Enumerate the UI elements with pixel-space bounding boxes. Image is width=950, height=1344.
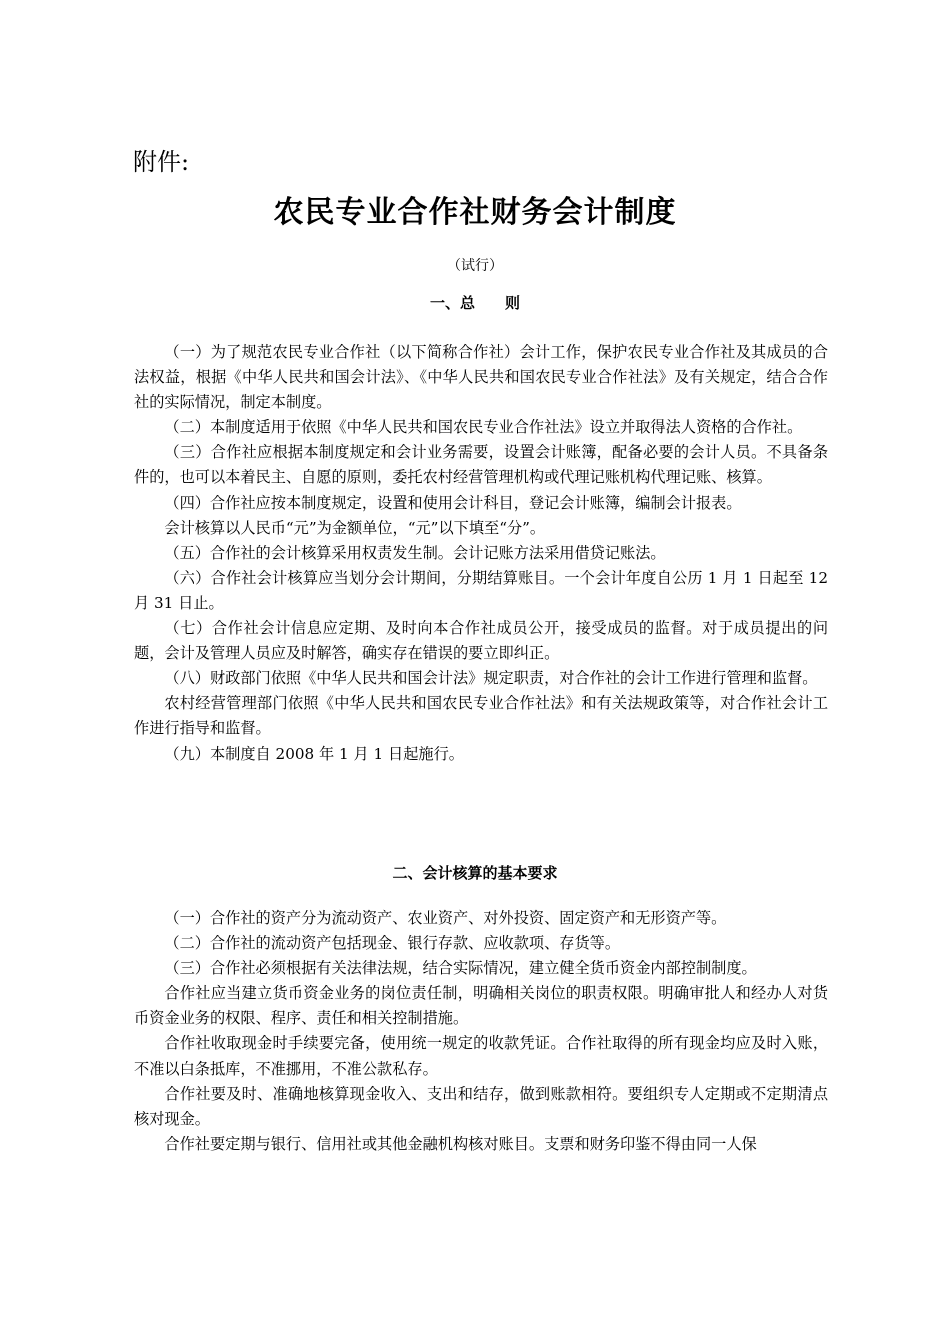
paragraph: 合作社应当建立货币资金业务的岗位责任制，明确相关岗位的职责权限。明确审批人和经办人对货币资金业务的权限、程序、责任和相关控制措施。 bbox=[134, 984, 828, 1028]
paragraph: （二）合作社的流动资产包括现金、银行存款、应收款项、存货等。 bbox=[164, 934, 621, 953]
paragraph: （一）合作社的资产分为流动资产、农业资产、对外投资、固定资产和无形资产等。 bbox=[164, 909, 727, 927]
section-body-accounting-requirements bbox=[134, 906, 828, 1157]
paragraph: （三）合作社必须根据有关法律法规，结合实际情况，建立健全货币资金内部控制制度。 bbox=[164, 959, 757, 978]
paragraph: 合作社要定期与银行、信用社或其他金融机构核对账目。支票和财务印鉴不得由同一人保 bbox=[164, 1134, 757, 1153]
document-subtitle: （试行） bbox=[447, 258, 503, 274]
paragraph: （六）合作社会计核算应当划分会计期间，分期结算账目。一个会计年度自公历 1 月 1 日起至 12 月 31 日止。 bbox=[134, 568, 828, 612]
paragraph: （一）为了规范农民专业合作社（以下简称合作社）会计工作，保护农民专业合作社及其成员的合法权益，根据《中华人民共和国会计法》、《中华人民共和国农民专业合作社法》及有关规定，结合合作社的实际情况，制定本制度。 bbox=[134, 343, 828, 412]
paragraph: 会计核算以人民币“元”为金额单位，“元”以下填至“分”。 bbox=[164, 518, 546, 537]
paragraph: （三）合作社应根据本制度规定和会计业务需要，设置会计账簿，配备必要的会计人员。不具备条件的，也可以本着民主、自愿的原则，委托农村经营管理机构或代理记账机构代理记账、核算。 bbox=[134, 443, 828, 487]
attachment-label: 附件: bbox=[133, 148, 190, 176]
paragraph: （八）财政部门依照《中华人民共和国会计法》规定职责，对合作社的会计工作进行管理和监督。 bbox=[164, 669, 818, 688]
paragraph: （九）本制度自 2008 年 1 月 1 日起施行。 bbox=[164, 744, 464, 763]
document-title: 农民专业合作社财务会计制度 bbox=[273, 195, 677, 230]
section-heading-accounting-requirements: 二、会计核算的基本要求 bbox=[392, 864, 558, 882]
section-body-general bbox=[134, 340, 828, 767]
paragraph: （二）本制度适用于依照《中华人民共和国农民专业合作社法》设立并取得法人资格的合作社。 bbox=[164, 418, 803, 437]
paragraph: 合作社要及时、准确地核算现金收入、支出和结存，做到账款相符。要组织专人定期或不定期清点核对现金。 bbox=[134, 1084, 828, 1128]
paragraph: 合作社收取现金时手续要完备，使用统一规定的收款凭证。合作社取得的所有现金均应及时入账，不准以白条抵库，不准挪用，不准公款私存。 bbox=[134, 1034, 828, 1078]
paragraph: （七）合作社会计信息应定期、及时向本合作社成员公开，接受成员的监督。对于成员提出的问题，会计及管理人员应及时解答，确实存在错误的要立即纠正。 bbox=[134, 619, 828, 663]
section-heading-general: 一、总 则 bbox=[429, 294, 520, 312]
paragraph: （四）合作社应按本制度规定，设置和使用会计科目，登记会计账簿，编制会计报表。 bbox=[164, 493, 742, 512]
paragraph: （五）合作社的会计核算采用权责发生制。会计记账方法采用借贷记账法。 bbox=[164, 543, 666, 562]
paragraph: 农村经营管理部门依照《中华人民共和国农民专业合作社法》和有关法规政策等，对合作社会计工作进行指导和监督。 bbox=[134, 694, 828, 738]
